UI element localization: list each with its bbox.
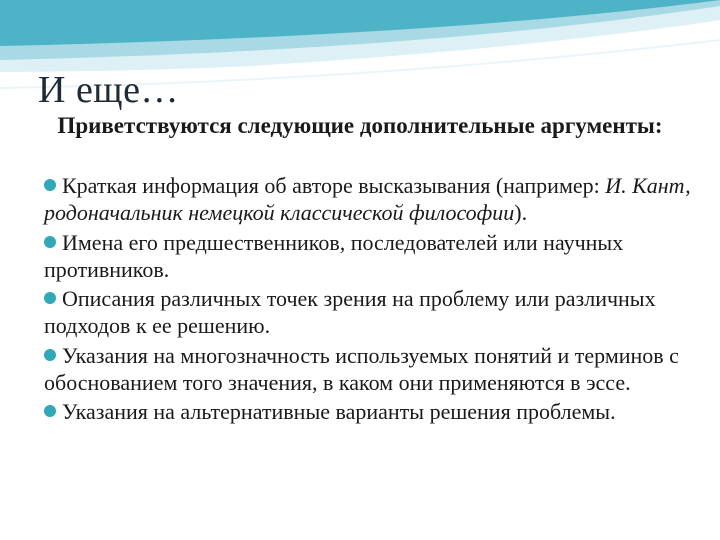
bullet-list xyxy=(44,172,694,428)
slide-title: И еще… xyxy=(38,69,179,111)
bullet-item-ambiguity xyxy=(44,342,694,396)
bullet-item-alternatives xyxy=(44,398,694,425)
round-dot-icon xyxy=(44,405,56,417)
bullet-text: Указания на альтернативные варианты решения проблемы. xyxy=(62,399,616,424)
round-dot-icon xyxy=(44,292,56,304)
bullet-text: Имена его предшественников, последователей или научных противников. xyxy=(44,229,624,282)
round-dot-icon xyxy=(44,236,56,248)
bullet-example-italic: И. Кант, родоначальник немецкой классической философии xyxy=(44,173,691,225)
bullet-text: Краткая информация об авторе высказывания (например: xyxy=(62,173,606,198)
bullet-item-viewpoints xyxy=(44,285,694,339)
bullet-text-end: ). xyxy=(514,200,528,225)
round-dot-icon xyxy=(44,179,56,191)
bullet-text: Описания различных точек зрения на проблему или различных подходов к ее решению. xyxy=(44,286,656,338)
bullet-text: Указания на многозначность используемых понятий и терминов с обоснованием того значения, в каком они применяются в эссе. xyxy=(44,342,679,395)
round-dot-icon xyxy=(44,349,56,361)
slide-subtitle: Приветствуются следующие дополнительные аргументы: xyxy=(57,113,663,138)
bullet-item-names xyxy=(44,229,694,283)
bullet-item-author xyxy=(44,172,694,226)
